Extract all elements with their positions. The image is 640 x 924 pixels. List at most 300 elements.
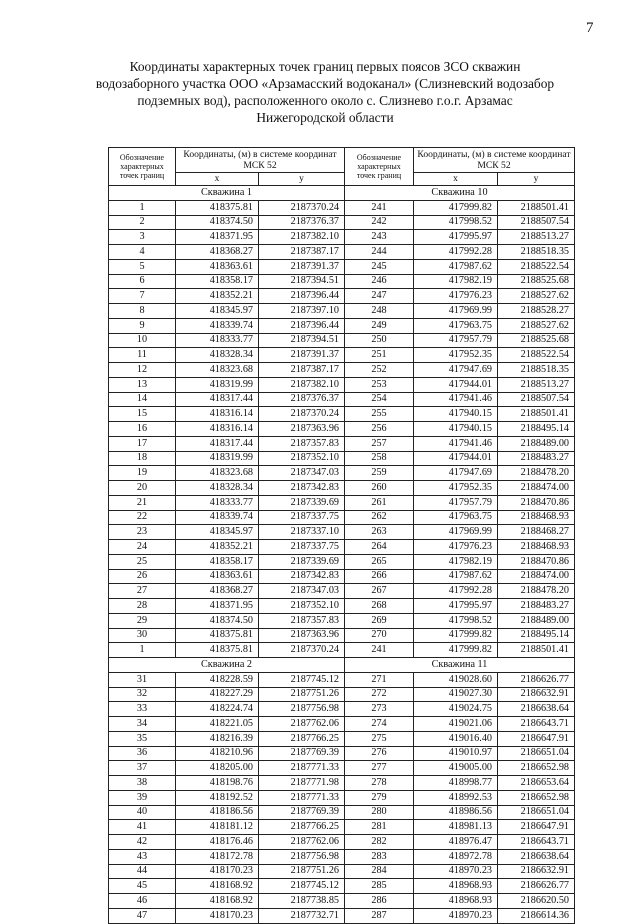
point-number: 25: [109, 554, 176, 569]
x-coordinate: 418170.23: [176, 908, 259, 923]
point-number: 40: [109, 805, 176, 820]
table-row: [109, 230, 575, 245]
table-row: [109, 495, 575, 510]
y-coordinate: 2186626.77: [498, 879, 575, 894]
point-number: 254: [345, 392, 414, 407]
point-number: 267: [345, 584, 414, 599]
point-number: 1: [109, 643, 176, 658]
x-coordinate: 418228.59: [176, 672, 259, 687]
point-number: 46: [109, 894, 176, 909]
y-coordinate: 2188528.27: [498, 304, 575, 319]
y-coordinate: 2187337.75: [259, 540, 345, 555]
x-coordinate: 418319.99: [176, 377, 259, 392]
point-number: 242: [345, 215, 414, 230]
x-coordinate: 418368.27: [176, 584, 259, 599]
point-number: 287: [345, 908, 414, 923]
x-header: x: [414, 173, 498, 186]
y-coordinate: 2188474.00: [498, 481, 575, 496]
y-coordinate: 2187751.26: [259, 687, 345, 702]
x-coordinate: 418981.13: [414, 820, 498, 835]
x-coordinate: 418333.77: [176, 333, 259, 348]
x-coordinate: 417995.97: [414, 230, 498, 245]
x-coordinate: 417941.46: [414, 392, 498, 407]
table-row: [109, 422, 575, 437]
y-coordinate: 2187766.25: [259, 731, 345, 746]
point-number: 45: [109, 879, 176, 894]
x-coordinate: 417987.62: [414, 259, 498, 274]
point-number: 32: [109, 687, 176, 702]
table-row: [109, 613, 575, 628]
x-coordinate: 419010.97: [414, 746, 498, 761]
x-coordinate: 418323.68: [176, 363, 259, 378]
point-number: 44: [109, 864, 176, 879]
well-title-left: Скважина 2: [109, 658, 345, 673]
x-coordinate: 417998.52: [414, 215, 498, 230]
y-coordinate: 2187394.51: [259, 274, 345, 289]
x-coordinate: 417957.79: [414, 495, 498, 510]
table-row: [109, 687, 575, 702]
point-number: 245: [345, 259, 414, 274]
point-number: 283: [345, 849, 414, 864]
point-number: 13: [109, 377, 176, 392]
y-coordinate: 2187376.37: [259, 215, 345, 230]
table-row: [109, 554, 575, 569]
point-number: 256: [345, 422, 414, 437]
x-coordinate: 417941.46: [414, 436, 498, 451]
point-number: 259: [345, 466, 414, 481]
x-coordinate: 418198.76: [176, 776, 259, 791]
point-number: 11: [109, 348, 176, 363]
y-coordinate: 2187370.24: [259, 200, 345, 215]
point-number: 7: [109, 289, 176, 304]
table-row: [109, 304, 575, 319]
x-coordinate: 418224.74: [176, 702, 259, 717]
x-coordinate: 418998.77: [414, 776, 498, 791]
table-row: [109, 643, 575, 658]
y-coordinate: 2187391.37: [259, 348, 345, 363]
point-number: 5: [109, 259, 176, 274]
x-coordinate: 418992.53: [414, 790, 498, 805]
x-coordinate: 418317.44: [176, 436, 259, 451]
y-coordinate: 2186614.36: [498, 908, 575, 923]
table-row: [109, 245, 575, 260]
y-coordinate: 2187396.44: [259, 289, 345, 304]
y-coordinate: 2187370.24: [259, 643, 345, 658]
point-number: 276: [345, 746, 414, 761]
y-coordinate: 2186632.91: [498, 687, 575, 702]
table-row: [109, 436, 575, 451]
point-number: 243: [345, 230, 414, 245]
y-coordinate: 2187347.03: [259, 466, 345, 481]
x-coordinate: 418986.56: [414, 805, 498, 820]
y-coordinate: 2188525.68: [498, 333, 575, 348]
x-coordinate: 417982.19: [414, 274, 498, 289]
point-number: 253: [345, 377, 414, 392]
y-coordinate: 2188489.00: [498, 436, 575, 451]
x-coordinate: 418976.47: [414, 835, 498, 850]
x-coordinate: 418352.21: [176, 289, 259, 304]
point-number: 272: [345, 687, 414, 702]
point-number: 8: [109, 304, 176, 319]
coordinates-table: [108, 147, 575, 924]
x-coordinate: 419028.60: [414, 672, 498, 687]
coords-header: Координаты, (м) в системе координат МСК 52: [176, 148, 345, 173]
x-coordinate: 418176.46: [176, 835, 259, 850]
y-coordinate: 2186632.91: [498, 864, 575, 879]
well-title-row: [109, 186, 575, 201]
title-line: водозаборного участка ООО «Арзамасский водоканал» (Слизневский водозабор: [95, 76, 555, 91]
y-coordinate: 2186651.04: [498, 746, 575, 761]
x-coordinate: 418352.21: [176, 540, 259, 555]
point-number: 43: [109, 849, 176, 864]
point-number: 284: [345, 864, 414, 879]
table-row: [109, 702, 575, 717]
point-number: 31: [109, 672, 176, 687]
point-number: 30: [109, 628, 176, 643]
x-coordinate: 417944.01: [414, 451, 498, 466]
x-coordinate: 418316.14: [176, 407, 259, 422]
x-coordinate: 418323.68: [176, 466, 259, 481]
table-row: [109, 540, 575, 555]
x-coordinate: 417976.23: [414, 289, 498, 304]
x-coordinate: 417992.28: [414, 245, 498, 260]
y-coordinate: 2188527.62: [498, 289, 575, 304]
x-coordinate: 418319.99: [176, 451, 259, 466]
x-coordinate: 418375.81: [176, 643, 259, 658]
table-row: [109, 879, 575, 894]
y-coordinate: 2187342.83: [259, 481, 345, 496]
point-number: 9: [109, 318, 176, 333]
y-coordinate: 2187357.83: [259, 613, 345, 628]
table-row: [109, 274, 575, 289]
x-coordinate: 418375.81: [176, 628, 259, 643]
point-number: 255: [345, 407, 414, 422]
y-header: y: [498, 173, 575, 186]
point-number: 29: [109, 613, 176, 628]
y-coordinate: 2187756.98: [259, 702, 345, 717]
table-row: [109, 731, 575, 746]
y-coordinate: 2187352.10: [259, 451, 345, 466]
point-number: 271: [345, 672, 414, 687]
x-coordinate: 417999.82: [414, 643, 498, 658]
y-coordinate: 2187745.12: [259, 879, 345, 894]
x-coordinate: 418181.12: [176, 820, 259, 835]
x-coordinate: 418371.95: [176, 599, 259, 614]
point-number: 275: [345, 731, 414, 746]
y-coordinate: 2187363.96: [259, 628, 345, 643]
point-number: 250: [345, 333, 414, 348]
y-coordinate: 2187766.25: [259, 820, 345, 835]
point-number: 252: [345, 363, 414, 378]
y-coordinate: 2187391.37: [259, 259, 345, 274]
table-row: [109, 849, 575, 864]
point-label-header: Обозначение характерных точек границ: [109, 148, 176, 186]
point-number: 1: [109, 200, 176, 215]
point-number: 273: [345, 702, 414, 717]
y-coordinate: 2188522.54: [498, 348, 575, 363]
y-coordinate: 2187387.17: [259, 245, 345, 260]
x-coordinate: 417999.82: [414, 628, 498, 643]
table-row: [109, 584, 575, 599]
point-number: 35: [109, 731, 176, 746]
y-coordinate: 2187769.39: [259, 746, 345, 761]
y-coordinate: 2188470.86: [498, 495, 575, 510]
table-row: [109, 348, 575, 363]
x-coordinate: 418970.23: [414, 908, 498, 923]
point-number: 12: [109, 363, 176, 378]
title-line: Нижегородской области: [256, 110, 394, 125]
table-row: [109, 628, 575, 643]
x-coordinate: 417947.69: [414, 466, 498, 481]
y-coordinate: 2187732.71: [259, 908, 345, 923]
y-coordinate: 2187337.10: [259, 525, 345, 540]
y-coordinate: 2187363.96: [259, 422, 345, 437]
well-title-right: Скважина 11: [345, 658, 575, 673]
x-coordinate: 418328.34: [176, 348, 259, 363]
y-coordinate: 2188527.62: [498, 318, 575, 333]
table-row: [109, 672, 575, 687]
x-coordinate: 418363.61: [176, 569, 259, 584]
table-row: [109, 363, 575, 378]
point-number: 270: [345, 628, 414, 643]
table-row: [109, 407, 575, 422]
x-coordinate: 418345.97: [176, 304, 259, 319]
point-number: 24: [109, 540, 176, 555]
x-coordinate: 418168.92: [176, 894, 259, 909]
x-coordinate: 418375.81: [176, 200, 259, 215]
x-coordinate: 418970.23: [414, 864, 498, 879]
point-number: 38: [109, 776, 176, 791]
point-number: 248: [345, 304, 414, 319]
y-coordinate: 2186643.71: [498, 717, 575, 732]
point-number: 18: [109, 451, 176, 466]
point-number: 26: [109, 569, 176, 584]
point-number: 274: [345, 717, 414, 732]
point-number: 244: [345, 245, 414, 260]
page-number: 7: [586, 20, 594, 36]
point-number: 251: [345, 348, 414, 363]
y-coordinate: 2187394.51: [259, 333, 345, 348]
x-coordinate: 417963.75: [414, 510, 498, 525]
y-coordinate: 2188483.27: [498, 451, 575, 466]
table-row: [109, 259, 575, 274]
point-number: 260: [345, 481, 414, 496]
y-coordinate: 2187396.44: [259, 318, 345, 333]
y-coordinate: 2187387.17: [259, 363, 345, 378]
point-number: 21: [109, 495, 176, 510]
x-coordinate: 418968.93: [414, 894, 498, 909]
y-coordinate: 2187337.75: [259, 510, 345, 525]
y-coordinate: 2186653.64: [498, 776, 575, 791]
point-number: 42: [109, 835, 176, 850]
point-number: 28: [109, 599, 176, 614]
point-number: 265: [345, 554, 414, 569]
table-row: [109, 392, 575, 407]
y-coordinate: 2187771.33: [259, 790, 345, 805]
table-row: [109, 746, 575, 761]
y-coordinate: 2186652.98: [498, 761, 575, 776]
y-coordinate: 2187769.39: [259, 805, 345, 820]
y-coordinate: 2187745.12: [259, 672, 345, 687]
x-coordinate: 418168.92: [176, 879, 259, 894]
table-row: [109, 318, 575, 333]
y-coordinate: 2186643.71: [498, 835, 575, 850]
x-coordinate: 417963.75: [414, 318, 498, 333]
x-coordinate: 417957.79: [414, 333, 498, 348]
x-coordinate: 417952.35: [414, 481, 498, 496]
x-coordinate: 418368.27: [176, 245, 259, 260]
y-coordinate: 2187756.98: [259, 849, 345, 864]
x-coordinate: 418192.52: [176, 790, 259, 805]
point-number: 249: [345, 318, 414, 333]
y-coordinate: 2188495.14: [498, 628, 575, 643]
x-coordinate: 418358.17: [176, 274, 259, 289]
y-coordinate: 2188501.41: [498, 200, 575, 215]
table-row: [109, 908, 575, 923]
y-coordinate: 2188518.35: [498, 245, 575, 260]
y-coordinate: 2187762.06: [259, 717, 345, 732]
table-header-row: [109, 148, 575, 173]
point-number: 39: [109, 790, 176, 805]
x-coordinate: 418358.17: [176, 554, 259, 569]
table-row: [109, 599, 575, 614]
x-coordinate: 417995.97: [414, 599, 498, 614]
y-coordinate: 2187771.33: [259, 761, 345, 776]
point-number: 280: [345, 805, 414, 820]
point-number: 258: [345, 451, 414, 466]
x-coordinate: 418216.39: [176, 731, 259, 746]
point-number: 22: [109, 510, 176, 525]
table-subheader-row: [109, 173, 575, 186]
y-coordinate: 2187357.83: [259, 436, 345, 451]
x-coordinate: 418227.29: [176, 687, 259, 702]
y-coordinate: 2186638.64: [498, 702, 575, 717]
well-title-left: Скважина 1: [109, 186, 345, 201]
y-coordinate: 2186647.91: [498, 820, 575, 835]
point-number: 268: [345, 599, 414, 614]
y-coordinate: 2187738.85: [259, 894, 345, 909]
point-number: 247: [345, 289, 414, 304]
point-number: 261: [345, 495, 414, 510]
table-row: [109, 289, 575, 304]
table-row: [109, 864, 575, 879]
y-coordinate: 2187771.98: [259, 776, 345, 791]
y-coordinate: 2187347.03: [259, 584, 345, 599]
x-coordinate: 418333.77: [176, 495, 259, 510]
y-coordinate: 2187339.69: [259, 495, 345, 510]
x-coordinate: 417969.99: [414, 525, 498, 540]
y-coordinate: 2186620.50: [498, 894, 575, 909]
point-number: 269: [345, 613, 414, 628]
x-coordinate: 417976.23: [414, 540, 498, 555]
x-coordinate: 418317.44: [176, 392, 259, 407]
y-coordinate: 2188468.93: [498, 510, 575, 525]
point-number: 4: [109, 245, 176, 260]
point-number: 246: [345, 274, 414, 289]
x-coordinate: 418968.93: [414, 879, 498, 894]
y-header: y: [259, 173, 345, 186]
y-coordinate: 2187339.69: [259, 554, 345, 569]
point-number: 264: [345, 540, 414, 555]
x-coordinate: 417940.15: [414, 422, 498, 437]
y-coordinate: 2187370.24: [259, 407, 345, 422]
y-coordinate: 2187397.10: [259, 304, 345, 319]
point-number: 286: [345, 894, 414, 909]
document-title: [55, 58, 595, 126]
y-coordinate: 2188468.93: [498, 540, 575, 555]
point-number: 257: [345, 436, 414, 451]
x-coordinate: 417969.99: [414, 304, 498, 319]
point-number: 16: [109, 422, 176, 437]
x-coordinate: 418221.05: [176, 717, 259, 732]
table-row: [109, 790, 575, 805]
table-row: [109, 805, 575, 820]
y-coordinate: 2187382.10: [259, 230, 345, 245]
point-number: 33: [109, 702, 176, 717]
x-coordinate: 419021.06: [414, 717, 498, 732]
table-row: [109, 200, 575, 215]
x-coordinate: 418374.50: [176, 215, 259, 230]
x-coordinate: 417999.82: [414, 200, 498, 215]
point-number: 278: [345, 776, 414, 791]
x-coordinate: 419024.75: [414, 702, 498, 717]
title-line: Координаты характерных точек границ первых поясов ЗСО скважин: [129, 59, 521, 74]
x-coordinate: 418339.74: [176, 510, 259, 525]
table-row: [109, 820, 575, 835]
y-coordinate: 2186626.77: [498, 672, 575, 687]
point-number: 2: [109, 215, 176, 230]
point-number: 19: [109, 466, 176, 481]
y-coordinate: 2188501.41: [498, 643, 575, 658]
x-coordinate: 418328.34: [176, 481, 259, 496]
y-coordinate: 2187376.37: [259, 392, 345, 407]
x-coordinate: 418316.14: [176, 422, 259, 437]
table-row: [109, 451, 575, 466]
y-coordinate: 2188518.35: [498, 363, 575, 378]
point-number: 262: [345, 510, 414, 525]
x-coordinate: 417940.15: [414, 407, 498, 422]
y-coordinate: 2186651.04: [498, 805, 575, 820]
point-number: 36: [109, 746, 176, 761]
table-row: [109, 776, 575, 791]
point-number: 281: [345, 820, 414, 835]
x-coordinate: 418172.78: [176, 849, 259, 864]
point-number: 3: [109, 230, 176, 245]
point-number: 279: [345, 790, 414, 805]
x-coordinate: 417998.52: [414, 613, 498, 628]
y-coordinate: 2187762.06: [259, 835, 345, 850]
x-coordinate: 417987.62: [414, 569, 498, 584]
point-number: 15: [109, 407, 176, 422]
y-coordinate: 2188483.27: [498, 599, 575, 614]
x-coordinate: 418371.95: [176, 230, 259, 245]
point-number: 282: [345, 835, 414, 850]
y-coordinate: 2186638.64: [498, 849, 575, 864]
table-row: [109, 569, 575, 584]
y-coordinate: 2187751.26: [259, 864, 345, 879]
point-label-header: Обозначение характерных точек границ: [345, 148, 414, 186]
point-number: 241: [345, 643, 414, 658]
x-coordinate: 418205.00: [176, 761, 259, 776]
y-coordinate: 2188478.20: [498, 466, 575, 481]
point-number: 266: [345, 569, 414, 584]
point-number: 20: [109, 481, 176, 496]
point-number: 23: [109, 525, 176, 540]
coords-header: Координаты, (м) в системе координат МСК 52: [414, 148, 575, 173]
y-coordinate: 2188478.20: [498, 584, 575, 599]
table-row: [109, 717, 575, 732]
point-number: 263: [345, 525, 414, 540]
